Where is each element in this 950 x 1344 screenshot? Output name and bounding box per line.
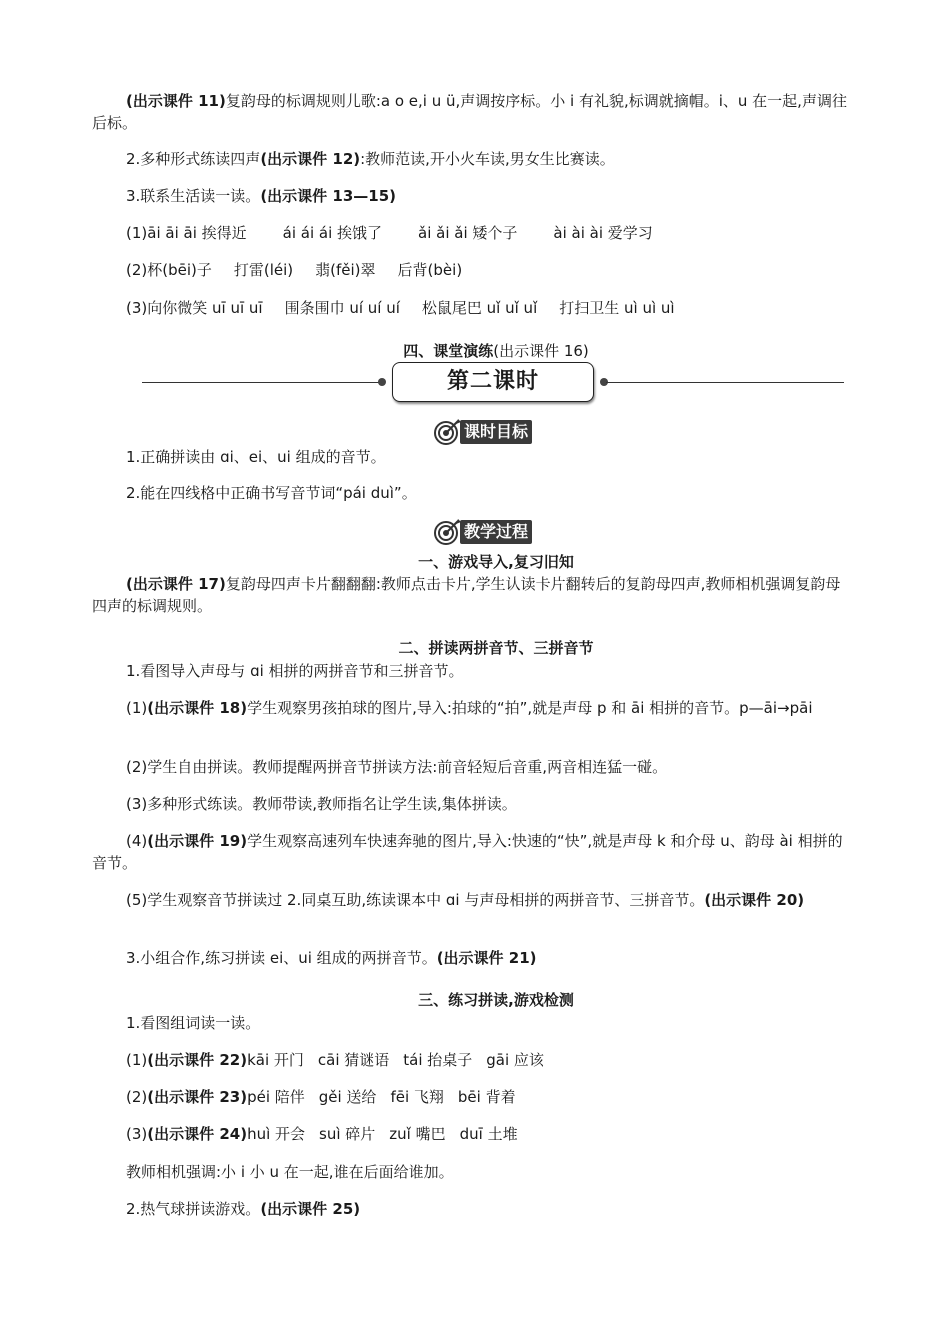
paragraph-text: (5)学生观察音节拼读过 2.同桌互助,练读课本中 ɑi 与声母相拼的两拼音节、三拼音节。: [126, 891, 705, 909]
word-item: suì 碎片: [319, 1125, 376, 1143]
courseware-ref: (出示课件 13—15): [260, 187, 396, 205]
word-item: gāi 应该: [486, 1051, 544, 1069]
lesson-title: 第二课时: [446, 369, 539, 394]
word-item: cāi 猜谜语: [317, 1051, 390, 1069]
paragraph-life-reading: [92, 185, 852, 207]
target-icon: [432, 518, 462, 546]
paragraph-group-work: [92, 947, 852, 969]
heading-text: 四、课堂演练: [403, 342, 494, 360]
example-item: (3)向你微笑 uī uī uī: [126, 299, 263, 317]
process-tag-label: 教学过程: [460, 520, 532, 544]
courseware-ref: (出示课件 17): [126, 575, 226, 593]
lesson-title-box: [392, 362, 594, 402]
goal-2: 2.能在四线格中正确书写音节词“pái duì”。: [126, 484, 417, 502]
divider-line-left: [142, 382, 380, 383]
paragraph-balloon-game: [92, 1198, 852, 1220]
goals-tag: [432, 418, 556, 446]
courseware-ref: (出示课件 19): [147, 832, 248, 850]
word-line-ei: [92, 1086, 852, 1108]
step-number: (3): [126, 1125, 148, 1143]
word-item: duī 土堆: [459, 1125, 518, 1143]
example-item: 围条围巾 uí uí uí: [284, 299, 400, 317]
goal-1: 1.正确拼读由 ɑi、ei、ui 组成的音节。: [126, 448, 386, 466]
section-heading-practice: [92, 340, 900, 362]
word-line-ai: [92, 1049, 852, 1071]
paragraph-step-5: [92, 889, 852, 911]
goals-tag-label: 课时目标: [460, 420, 532, 444]
example-item: 打雷(léi): [233, 261, 294, 279]
courseware-ref: (出示课件 12): [260, 150, 361, 168]
word-item: tái 抬桌子: [403, 1051, 473, 1069]
paragraph-emphasis: 教师相机强调:小 i 小 u 在一起,谁在后面给谁加。: [126, 1163, 454, 1181]
paragraph-text: 复韵母的标调规则儿歌:a o e,i u ü,声调按序标。小 i 有礼貌,标调就摘帽。i、u 在一起,声调往后标。: [92, 92, 847, 132]
courseware-ref: (出示课件 21): [436, 949, 537, 967]
courseware-ref: (出示课件 11): [126, 92, 226, 110]
paragraph-text: 3.联系生活读一读。: [126, 187, 261, 205]
example-item: ài ài ài 爱学习: [553, 224, 653, 242]
example-line-ei: [92, 259, 852, 281]
section-heading-1: 一、游戏导入,复习旧知: [418, 553, 574, 571]
word-item: péi 陪伴: [247, 1088, 305, 1106]
step-number: (4): [126, 832, 148, 850]
lesson-divider: [142, 362, 844, 404]
word-item: kāi 开门: [247, 1051, 304, 1069]
paragraph-word-reading: 1.看图组词读一读。: [126, 1014, 261, 1032]
courseware-ref: (出示课件 20): [704, 891, 805, 909]
paragraph-text: 2.热气球拼读游戏。: [126, 1200, 261, 1218]
process-tag: [432, 518, 556, 546]
divider-line-right: [606, 382, 844, 383]
paragraph-intro: 1.看图导入声母与 ɑi 相拼的两拼音节和三拼音节。: [126, 662, 464, 680]
example-item: 松鼠尾巴 uǐ uǐ uǐ: [421, 299, 538, 317]
paragraph-text: 复韵母四声卡片翻翻翻:教师点击卡片,学生认读卡片翻转后的复韵母四声,教师相机强调复韵母四声的标调规则。: [92, 575, 841, 615]
paragraph-rhyme: [92, 90, 852, 134]
paragraph-text: 学生观察高速列车快速奔驰的图片,导入:快速的“快”,就是声母 k 和介母 u、韵母 ài 相拼的音节。: [92, 832, 843, 872]
courseware-ref: (出示课件 16): [493, 342, 589, 360]
paragraph-text: 3.小组合作,练习拼读 ei、ui 组成的两拼音节。: [126, 949, 437, 967]
word-item: fēi 飞翔: [390, 1088, 444, 1106]
example-line-ai: [92, 222, 852, 244]
example-item: ǎi ǎi ǎi 矮个子: [418, 224, 518, 242]
divider-dot-left: [378, 378, 386, 386]
step-number: (1): [126, 1051, 148, 1069]
example-item: 打扫卫生 uì uì uì: [559, 299, 675, 317]
example-item: 翡(fěi)翠: [315, 261, 376, 279]
paragraph-step-2: (2)学生自由拼读。教师提醒两拼音节拼读方法:前音轻短后音重,两音相连猛一碰。: [126, 758, 668, 776]
courseware-ref: (出示课件 22): [147, 1051, 248, 1069]
word-item: zuǐ 嘴巴: [389, 1125, 446, 1143]
target-icon: [432, 418, 462, 446]
example-item: (2)杯(bēi)子: [126, 261, 212, 279]
example-item: 后背(bèi): [397, 261, 463, 279]
paragraph-four-tones: [92, 148, 852, 170]
paragraph-text: :教师范读,开小火车读,男女生比赛读。: [360, 150, 615, 168]
section-heading-2: 二、拼读两拼音节、三拼音节: [398, 639, 594, 657]
paragraph-text: 学生观察男孩拍球的图片,导入:拍球的“拍”,就是声母 p 和 āi 相拼的音节。p—āi→pāi: [247, 699, 813, 717]
paragraph-card-game: [92, 573, 852, 617]
courseware-ref: (出示课件 25): [260, 1200, 361, 1218]
word-item: gěi 送给: [318, 1088, 377, 1106]
paragraph-text: 2.多种形式练读四声: [126, 150, 261, 168]
section-heading-3: 三、练习拼读,游戏检测: [418, 991, 574, 1009]
paragraph-step-1: [92, 697, 852, 719]
paragraph-step-4: [92, 830, 852, 874]
word-item: huì 开会: [247, 1125, 306, 1143]
courseware-ref: (出示课件 23): [147, 1088, 248, 1106]
word-line-ui: [92, 1123, 852, 1145]
step-number: (1): [126, 699, 148, 717]
courseware-ref: (出示课件 18): [147, 699, 248, 717]
step-number: (2): [126, 1088, 148, 1106]
example-item: (1)āi āi āi 挨得近: [126, 224, 247, 242]
courseware-ref: (出示课件 24): [147, 1125, 248, 1143]
example-line-ui: [92, 297, 852, 319]
word-item: bēi 背着: [457, 1088, 516, 1106]
paragraph-step-3: (3)多种形式练读。教师带读,教师指名让学生读,集体拼读。: [126, 795, 517, 813]
example-item: ái ái ái 挨饿了: [282, 224, 383, 242]
